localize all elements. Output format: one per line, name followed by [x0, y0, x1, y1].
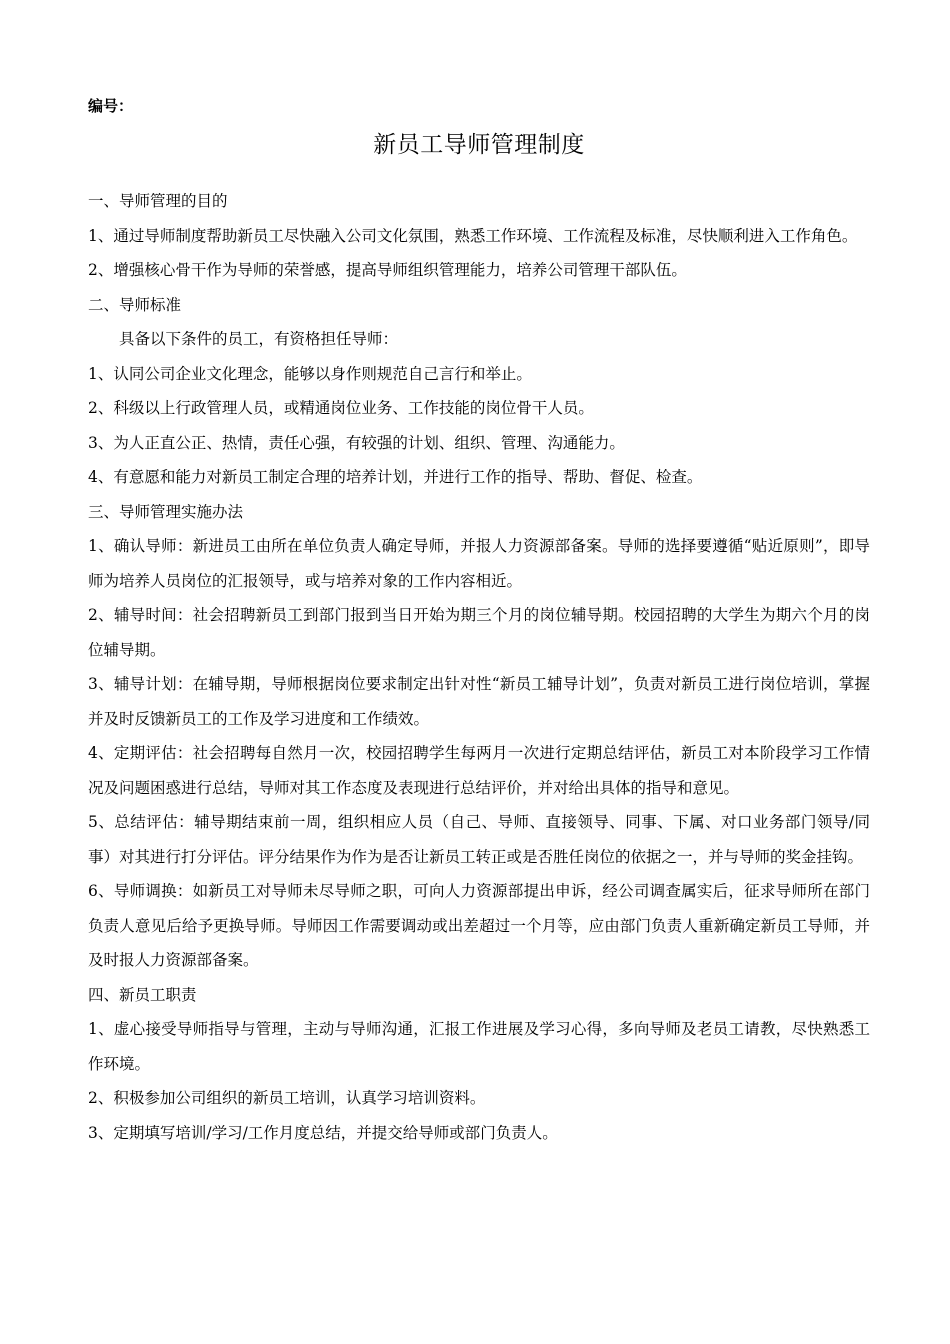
standards-item-3: 3、为人正直公正、热情，责任心强，有较强的计划、组织、管理、沟通能力。: [88, 433, 625, 452]
implementation-item-1: 1、确认导师：新进员工由所在单位负责人确定导师，并报人力资源部备案。导师的选择要遵循“贴近原则”，即导师为培养人员岗位的汇报领导，或与培养对象的工作内容相近。: [88, 537, 870, 590]
duties-item-1: 1、虚心接受导师指导与管理，主动与导师沟通，汇报工作进展及学习心得，多向导师及老员工请教，尽快熟悉工作环境。: [88, 1020, 870, 1073]
duties-item-2: 2、积极参加公司组织的新员工培训，认真学习培训资料。: [88, 1089, 486, 1107]
document-page: [88, 94, 870, 1150]
standards-item-1: 1、认同公司企业文化理念，能够以身作则规范自己言行和举止。: [88, 364, 532, 383]
implementation-item-4: 4、定期评估：社会招聘每自然月一次，校园招聘学生每两月一次进行定期总结评估，新员工对本阶段学习工作情况及问题困惑进行总结，导师对其工作态度及表现进行总结评价，并对给出具体的指导和意见。: [88, 744, 870, 797]
section-heading-standards: 二、导师标准: [88, 295, 182, 314]
document-title: 新员工导师管理制度: [373, 132, 585, 158]
standards-item-2: 2、科级以上行政管理人员，或精通岗位业务、工作技能的岗位骨干人员。: [88, 399, 594, 417]
purpose-item-2: 2、增强核心骨干作为导师的荣誉感，提高导师组织管理能力，培养公司管理干部队伍。: [88, 261, 687, 279]
purpose-item-1: 1、通过导师制度帮助新员工尽快融入公司文化氛围，熟悉工作环境、工作流程及标准，尽快顺利进入工作角色。: [88, 226, 858, 245]
implementation-item-6: 6、导师调换：如新员工对导师未尽导师之职，可向人力资源部提出申诉，经公司调查属实后，征求导师所在部门负责人意见后给予更换导师。导师因工作需要调动或出差超过一个月等，应由部门负责人重新确定新员工导师，并及时报人力资源部备案。: [88, 882, 870, 969]
serial-number-label: 编号：: [88, 97, 134, 115]
implementation-item-3: 3、辅导计划：在辅导期，导师根据岗位要求制定出针对性“新员工辅导计划”，负责对新员工进行岗位培训，掌握并及时反馈新员工的工作及学习进度和工作绩效。: [88, 675, 870, 728]
section-heading-purpose: 一、导师管理的目的: [88, 192, 228, 210]
standards-item-4: 4、有意愿和能力对新员工制定合理的培养计划，并进行工作的指导、帮助、督促、检查。: [88, 468, 703, 486]
section-heading-duties: 四、新员工职责: [88, 985, 197, 1004]
implementation-item-5: 5、总结评估：辅导期结束前一周，组织相应人员（自己、导师、直接领导、同事、下属、对口业务部门领导/同事）对其进行打分评估。评分结果作为作为是否让新员工转正或是否胜任岗位的依据之一，并与导师的奖金挂钩。: [88, 813, 870, 866]
duties-item-3: 3、定期填写培训/学习/工作月度总结，并提交给导师或部门负责人。: [88, 1123, 558, 1142]
standards-intro: 具备以下条件的员工，有资格担任导师：: [119, 330, 399, 348]
section-heading-implementation: 三、导师管理实施办法: [88, 502, 244, 521]
implementation-item-2: 2、辅导时间：社会招聘新员工到部门报到当日开始为期三个月的岗位辅导期。校园招聘的大学生为期六个月的岗位辅导期。: [88, 606, 870, 659]
